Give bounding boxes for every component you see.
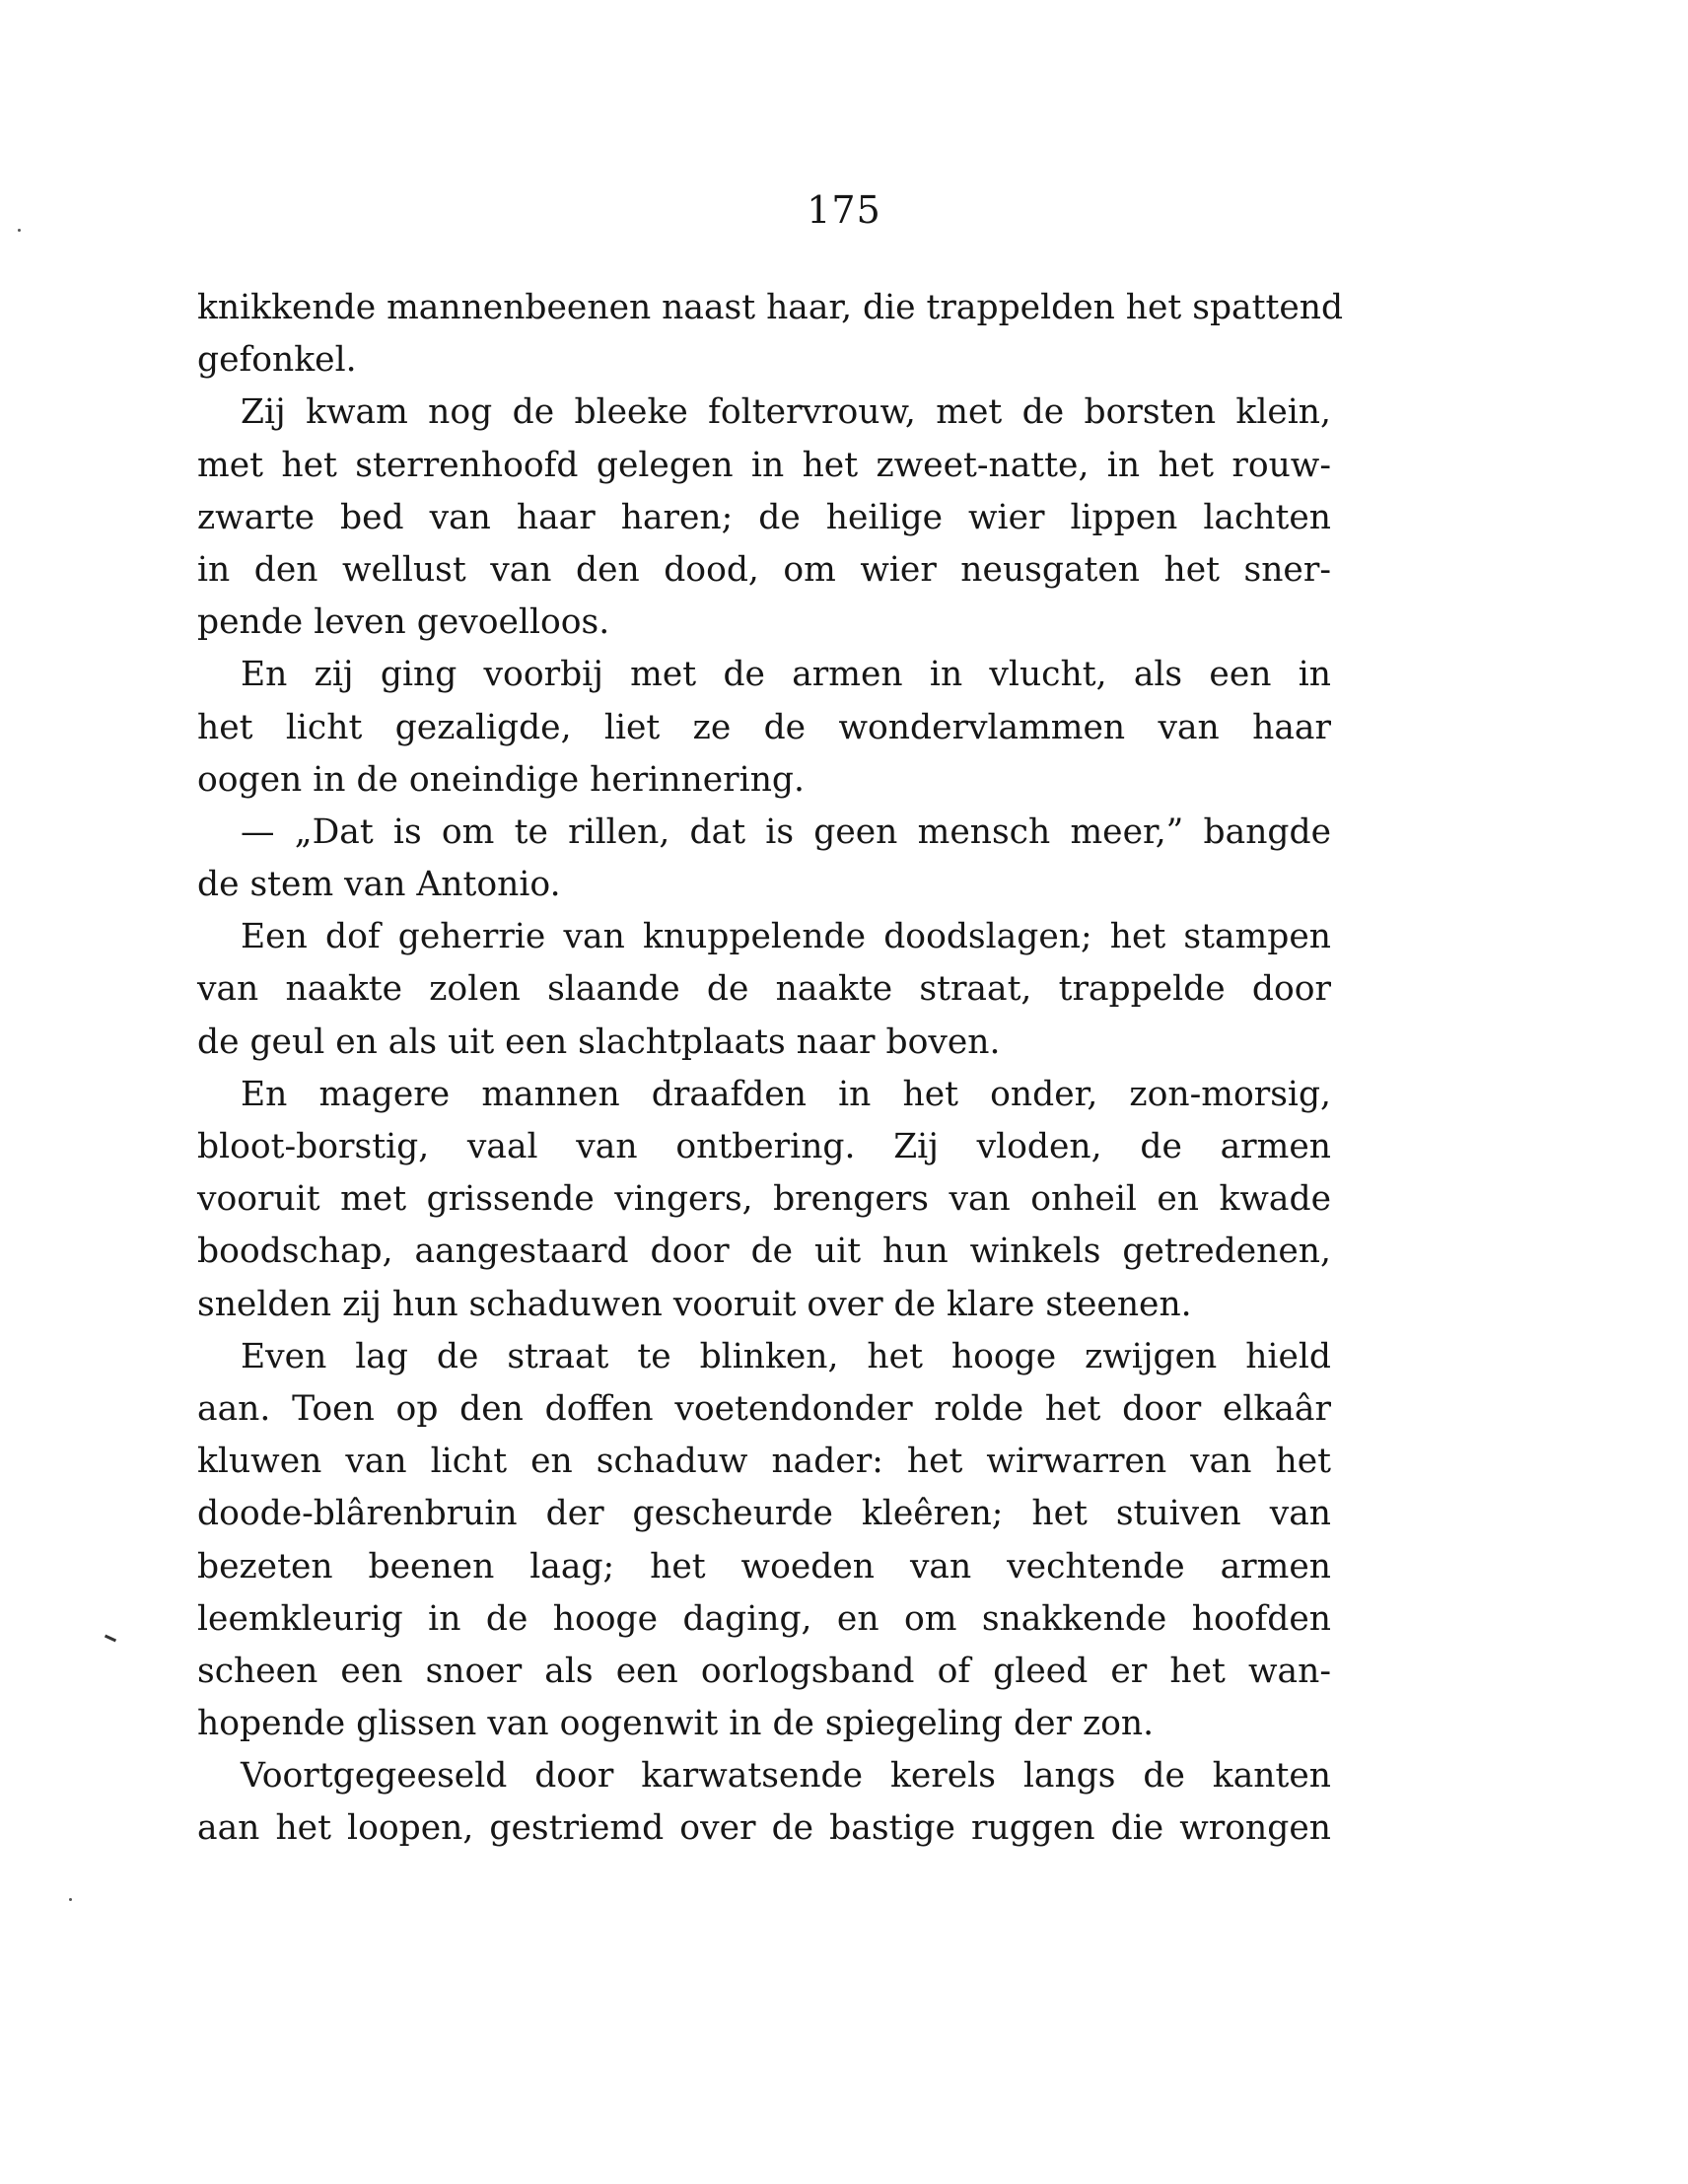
text-line: hopende glissen van oogenwit in de spiegeling der zon. bbox=[197, 1704, 1155, 1744]
text-line: Zij kwam nog de bleeke foltervrouw, met de borsten klein, bbox=[241, 392, 1331, 433]
scan-mark bbox=[105, 1635, 116, 1643]
body-text bbox=[197, 282, 1344, 1856]
text-line: van naakte zolen slaande de naakte straat, trappelde door bbox=[197, 969, 1331, 1010]
text-line: Voortgegeeseld door karwatsende kerels langs de kanten bbox=[241, 1756, 1331, 1797]
text-line: bloot-borstig, vaal van ontbering. Zij vloden, de armen bbox=[197, 1127, 1331, 1166]
text-line: knikkende mannenbeenen naast haar, die trappelden het spattend bbox=[197, 288, 1344, 327]
text-line: aan het loopen, gestriemd over de bastige ruggen die wrongen bbox=[197, 1808, 1331, 1849]
text-line: bezeten beenen laag; het woeden van vechtende armen bbox=[197, 1546, 1331, 1586]
text-line: het licht gezaligde, liet ze de wondervlammen van haar bbox=[197, 707, 1331, 747]
text-line: — „Dat is om te rillen, dat is geen mensch meer,” bangde bbox=[241, 811, 1331, 852]
text-line: En magere mannen draafden in het onder, zon-morsig, bbox=[241, 1074, 1331, 1114]
scan-speck bbox=[69, 1898, 72, 1901]
text-line: oogen in de oneindige herinnering. bbox=[197, 759, 805, 800]
text-line: scheen een snoer als een oorlogsband of gleed er het wan- bbox=[197, 1651, 1331, 1691]
scan-speck bbox=[18, 229, 21, 232]
text-line: aan. Toen op den doffen voetendonder rolde het door elkaâr bbox=[197, 1388, 1331, 1429]
text-line: kluwen van licht en schaduw nader: het wirwarren van het bbox=[197, 1442, 1331, 1482]
text-line: met het sterrenhoofd gelegen in het zweet-natte, in het rouw- bbox=[197, 445, 1331, 485]
text-line: de stem van Antonio. bbox=[197, 865, 561, 905]
text-line: boodschap, aangestaard door de uit hun winkels getredenen, bbox=[197, 1232, 1331, 1272]
text-line: En zij ging voorbij met de armen in vlucht, als een in bbox=[241, 655, 1331, 695]
text-line: snelden zij hun schaduwen vooruit over de klare steenen. bbox=[197, 1284, 1192, 1324]
text-line: vooruit met grissende vingers, brengers van onheil en kwade bbox=[197, 1179, 1331, 1220]
text-line: doode-blârenbruin der gescheurde kleêren; het stuiven van bbox=[197, 1494, 1331, 1534]
text-line: zwarte bed van haar haren; de heilige wier lippen lachten bbox=[197, 497, 1331, 537]
text-line: Een dof geherrie van knuppelende doodslagen; het stampen bbox=[241, 917, 1331, 957]
text-line: gefonkel. bbox=[197, 340, 357, 381]
page-number: 175 bbox=[807, 188, 881, 232]
text-line: de geul en als uit een slachtplaats naar boven. bbox=[197, 1022, 1001, 1062]
text-line: pende leven gevoelloos. bbox=[197, 602, 610, 643]
text-line: in den wellust van den dood, om wier neusgaten het sner- bbox=[197, 549, 1331, 590]
text-line: Even lag de straat te blinken, het hooge zwijgen hield bbox=[241, 1336, 1331, 1376]
text-line: leemkleurig in de hooge daging, en om snakkende hoofden bbox=[197, 1598, 1331, 1639]
